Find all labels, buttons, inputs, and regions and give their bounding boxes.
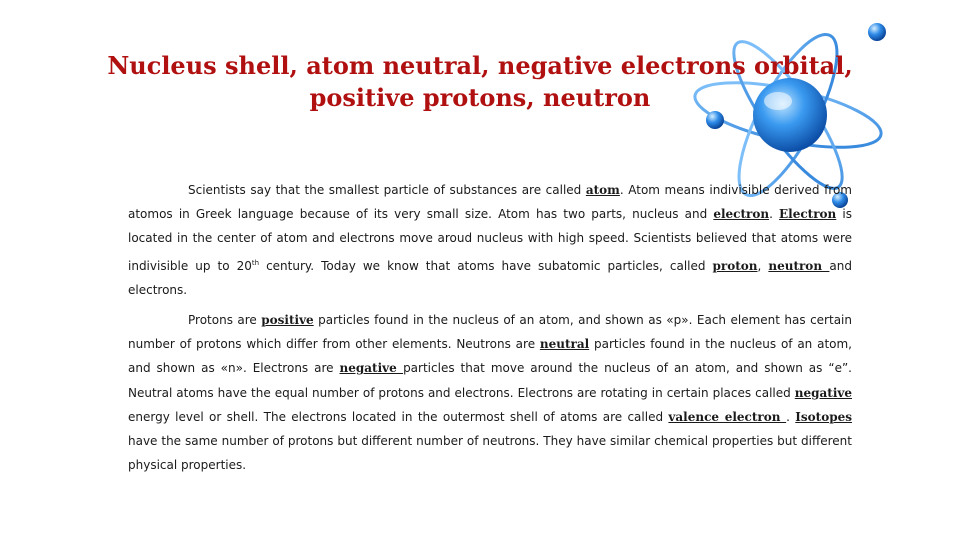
superscript-th: th xyxy=(251,258,260,267)
term-positive: positive xyxy=(261,313,314,328)
term-atom: atom xyxy=(585,183,620,197)
title-line-1: Nucleus shell, atom neutral, negative electrons orbital, xyxy=(107,51,853,80)
paragraph-particles xyxy=(128,308,852,477)
text-run: Protons are xyxy=(188,313,262,328)
text-run: , xyxy=(757,258,769,273)
term-negative-2: negative xyxy=(794,385,852,400)
term-neutron: neutron xyxy=(768,258,830,273)
text-run: particles that move around the nucleus of an atom, and shown as “e”. Neutral atoms have the equal number of protons and electrons. Electrons are rotating in certain places called xyxy=(128,361,852,400)
text-run: century. Today we know that atoms have subatomic particles, called xyxy=(259,258,713,273)
page-title xyxy=(100,50,860,114)
term-isotopes: Isotopes xyxy=(795,409,852,424)
text-run: is located in the center of atom and electrons move aroud nucleus with high speed. Scientists believed that atoms were indivisible up to 20 xyxy=(128,207,852,273)
text-run: Scientists say that the smallest particle of substances are called xyxy=(188,183,586,197)
text-run: particles found in the nucleus of an atom, and shown as «n». Electrons are xyxy=(128,337,852,376)
text-run: . xyxy=(769,207,780,222)
text-run: particles found in the nucleus of an atom, and shown as «p». Each element has certain number of protons which differ from other elements. Neutrons are xyxy=(128,313,852,352)
text-run: and electrons. xyxy=(128,258,852,297)
term-negative: negative xyxy=(339,361,404,376)
text-run: . xyxy=(786,409,796,424)
title-line-2: positive protons, neutron xyxy=(309,83,651,112)
term-proton: proton xyxy=(712,258,758,273)
text-run: have the same number of protons but different number of neutrons. They have similar chemical properties but different physical properties. xyxy=(128,434,852,473)
term-neutral: neutral xyxy=(539,337,590,352)
term-electron: electron xyxy=(713,207,770,222)
text-run: . Atom means indivisible derived from atomos in Greek language because of its very small size. Atom has two parts, nucleus and xyxy=(128,183,852,222)
term-valence-electron: valence electron xyxy=(668,409,787,424)
term-electron-2: Electron xyxy=(779,207,837,222)
body-text xyxy=(128,178,852,483)
paragraph-atoms xyxy=(128,178,852,302)
text-run: energy level or shell. The electrons located in the outermost shell of atoms are called xyxy=(128,409,669,424)
